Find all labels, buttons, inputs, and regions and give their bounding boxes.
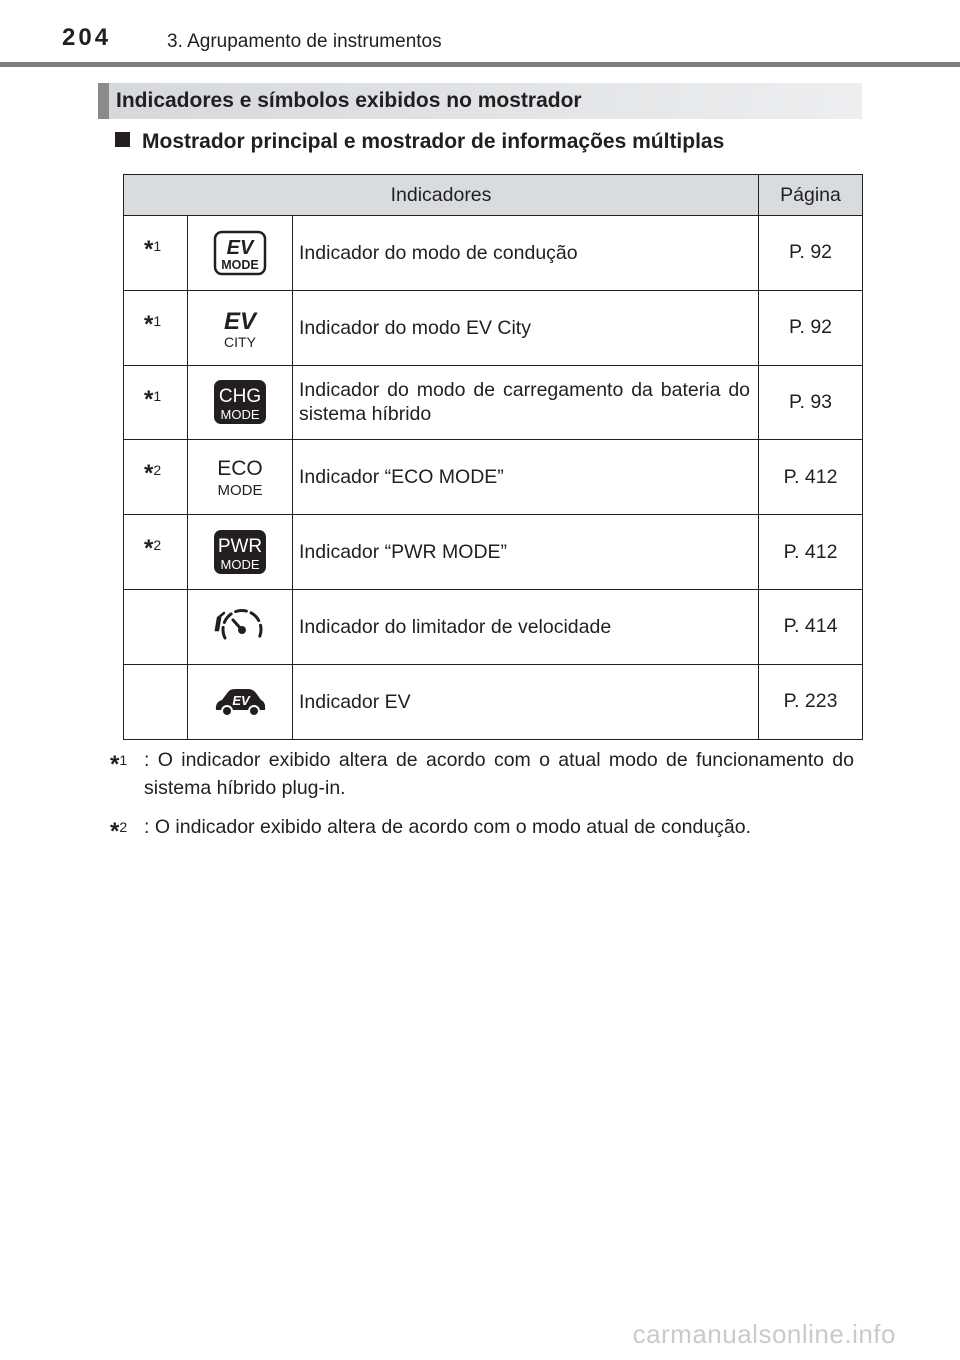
table-header-row [124, 175, 863, 216]
footnote-text: : O indicador exibido altera de acordo com o modo atual de condução. [144, 816, 752, 838]
row-note: *$^2$ [124, 440, 188, 515]
table-row [124, 440, 863, 515]
svg-text:CHG: CHG [218, 386, 262, 408]
row-note: *$^1$ [124, 365, 188, 440]
footnote-mark: *$^1$ [110, 751, 128, 778]
table-row [124, 216, 863, 291]
svg-text:MODE: MODE [220, 557, 260, 573]
indicators-table [123, 174, 863, 740]
svg-text:EV: EV [223, 307, 257, 335]
row-description: Indicador do modo de carregamento da bateria do sistema híbrido [293, 365, 759, 440]
table-row [124, 290, 863, 365]
table-row [124, 664, 863, 739]
section-title: Indicadores e símbolos exibidos no mostrador [116, 89, 582, 112]
row-icon-cell [188, 365, 293, 440]
footnote-1 [110, 746, 858, 802]
svg-text:MODE: MODE [220, 407, 260, 423]
row-page: P. 412 [759, 515, 863, 590]
speed-limiter-icon [210, 603, 270, 651]
bullet-square-icon [115, 132, 130, 147]
row-icon-cell [188, 440, 293, 515]
table-row [124, 365, 863, 440]
svg-text:MODE: MODE [221, 257, 259, 272]
watermark: carmanualsonline.info [632, 1319, 896, 1349]
row-note [124, 664, 188, 739]
row-page: P. 93 [759, 365, 863, 440]
row-page: P. 92 [759, 216, 863, 291]
footnote-2 [110, 813, 858, 847]
row-icon-cell [188, 290, 293, 365]
row-page: P. 92 [759, 290, 863, 365]
row-icon-cell [188, 589, 293, 664]
row-note: *$^1$ [124, 216, 188, 291]
row-page: P. 223 [759, 664, 863, 739]
row-description: Indicador do modo de condução [293, 216, 759, 291]
row-description: Indicador “ECO MODE” [293, 440, 759, 515]
page-header [0, 0, 960, 70]
chg-mode-icon [212, 378, 268, 426]
footnote-mark: *$^2$ [110, 818, 128, 845]
row-description: Indicador do modo EV City [293, 290, 759, 365]
svg-text:ECO: ECO [217, 457, 263, 481]
subsection-heading [115, 130, 724, 154]
row-icon-cell [188, 216, 293, 291]
row-icon-cell [188, 664, 293, 739]
pwr-mode-icon [212, 528, 268, 576]
row-note: *$^1$ [124, 290, 188, 365]
svg-text:PWR: PWR [217, 536, 263, 558]
chapter-title: 3. Agrupamento de instrumentos [167, 31, 442, 52]
row-description: Indicador EV [293, 664, 759, 739]
header-page: Página [759, 175, 863, 216]
section-bar [98, 83, 862, 119]
table-row [124, 589, 863, 664]
svg-text:MODE: MODE [217, 482, 263, 500]
ev-mode-icon [212, 229, 268, 277]
svg-text:CITY: CITY [224, 333, 256, 350]
header-rule [0, 62, 960, 67]
row-page: P. 414 [759, 589, 863, 664]
svg-text:EV: EV [232, 692, 250, 708]
svg-text:EV: EV [226, 236, 254, 259]
ev-city-icon [212, 304, 268, 352]
row-description: Indicador do limitador de velocidade [293, 589, 759, 664]
eco-mode-icon [212, 453, 268, 501]
header-indicators: Indicadores [124, 175, 759, 216]
row-note: *$^2$ [124, 515, 188, 590]
footnote-text: : O indicador exibido altera de acordo com o atual modo de funcionamento do sistema híbrido plug-in. [144, 749, 854, 799]
subsection-title: Mostrador principal e mostrador de informações múltiplas [142, 130, 725, 153]
page-number: 204 [62, 24, 112, 51]
row-note [124, 589, 188, 664]
row-description: Indicador “PWR MODE” [293, 515, 759, 590]
table-row [124, 515, 863, 590]
row-page: P. 412 [759, 440, 863, 515]
row-icon-cell [188, 515, 293, 590]
ev-car-icon [210, 682, 270, 722]
